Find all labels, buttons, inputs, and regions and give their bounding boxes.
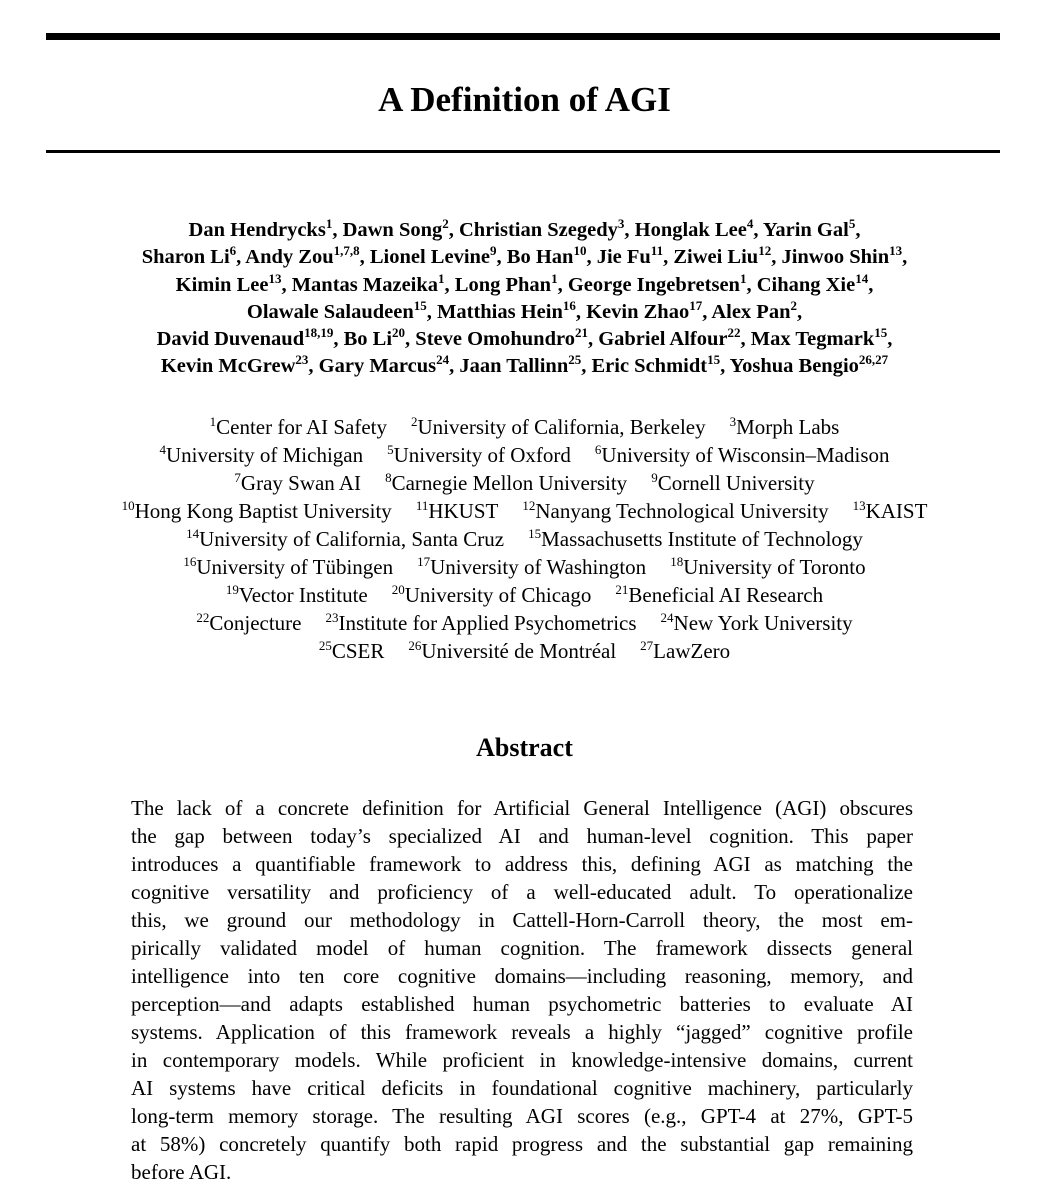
affiliation	[159, 443, 363, 467]
affiliation	[387, 443, 571, 467]
affiliation	[408, 639, 616, 663]
affiliation-list	[0, 413, 1049, 665]
author-list	[0, 217, 1049, 381]
affiliation-name: Gray Swan AI	[240, 471, 362, 495]
affiliation-name: Carnegie Mellon University	[391, 471, 628, 495]
affiliation	[186, 527, 504, 551]
author-affiliation-number: 1	[325, 216, 333, 231]
affiliation-line	[0, 441, 1049, 469]
affiliation	[640, 639, 730, 663]
author-name: Sharon Li	[141, 246, 230, 269]
affiliation-number: 13	[852, 498, 866, 513]
affiliation-line	[0, 581, 1049, 609]
affiliation	[528, 527, 863, 551]
author-affiliation-number: 15	[413, 297, 427, 313]
top-rule	[46, 33, 1000, 40]
affiliation	[595, 443, 890, 467]
author-affiliation-number: 17	[689, 297, 703, 313]
author-line: Kevin McGrew$^{23}$, Gary Marcus$^{24}$, Jaan Tallinn$^{25}$, Eric Schmidt$^{15}$, Yoshua Bengio$^{26,27}$	[160, 352, 889, 378]
affiliation	[196, 611, 301, 635]
affiliation-name: University of Washington	[430, 555, 647, 579]
affiliation-name: University of California, Santa Cruz	[199, 527, 505, 551]
affiliation-name: University of Wisconsin–Madison	[601, 443, 890, 467]
abstract-line: intelligence into ten core cognitive domains—including reasoning, memory, and	[131, 964, 913, 988]
author-name: Jinwoo Shin	[781, 246, 890, 269]
author-line: Sharon Li$^6$, Andy Zou$^{1,7,8}$, Lionel Levine$^9$, Bo Han$^{10}$, Jie Fu$^{11}$, Ziwei Liu$^{12}$, Jinwoo Shin$^{13}$,	[141, 243, 908, 269]
author-name: Kevin McGrew	[160, 355, 296, 378]
author-line: David Duvenaud$^{18,19}$, Bo Li$^{20}$, Steve Omohundro$^{21}$, Gabriel Alfour$^{22}$, Max Tegmark$^{15}$,	[156, 325, 893, 351]
affiliation-name: University of Tübingen	[196, 555, 394, 579]
affiliation	[326, 611, 637, 635]
author-name: Andy Zou	[245, 246, 334, 269]
abstract-line: perception—and adapts established human psychometric batteries to evaluate AI	[131, 992, 913, 1016]
author-affiliation-number: 21	[574, 325, 588, 341]
affiliation-name: CSER	[331, 639, 385, 663]
abstract-heading: Abstract	[476, 733, 573, 762]
affiliation-number: 27	[640, 638, 654, 653]
author-name: Bo Li	[343, 328, 393, 351]
affiliation-name: Nanyang Technological University	[535, 499, 829, 523]
affiliation-line	[0, 413, 1049, 441]
author-affiliation-number: 24	[436, 352, 450, 368]
author-affiliation-number: 13	[268, 270, 282, 286]
affiliation	[234, 471, 361, 495]
author-name: Steve Omohundro	[415, 328, 575, 351]
abstract-line: The lack of a concrete definition for Artificial General Intelligence (AGI) obscures	[131, 796, 913, 820]
author-affiliation-number: 11	[650, 243, 664, 259]
affiliation	[661, 611, 853, 635]
affiliation-name: University of California, Berkeley	[417, 415, 706, 439]
author-affiliation-number: 26,27	[858, 352, 889, 368]
affiliation-name: Morph Labs	[736, 415, 840, 439]
author-affiliation-number: 5	[848, 216, 856, 231]
abstract-body	[131, 794, 913, 1186]
abstract-line: in contemporary models. While proficient in knowledge-intensive domains, current	[131, 1048, 913, 1072]
affiliation-name: University of Chicago	[404, 583, 592, 607]
affiliation-number: 25	[318, 638, 332, 653]
author-affiliation-number: 1	[739, 270, 747, 286]
author-name: Dawn Song	[342, 219, 443, 241]
affiliation-number: 6	[594, 442, 602, 457]
affiliation	[651, 471, 814, 495]
author-name: Yarin Gal	[762, 219, 849, 241]
affiliation-name: KAIST	[865, 499, 928, 523]
author-affiliation-number: 2	[790, 297, 797, 313]
author-name: Gary Marcus	[318, 355, 437, 378]
affiliation	[210, 415, 387, 439]
affiliation-number: 15	[528, 526, 542, 541]
author-name: Matthias Hein	[437, 300, 563, 323]
affiliation	[417, 555, 646, 579]
abstract-line: introduces a quantifiable framework to address this, defining AGI as matching the	[131, 852, 913, 876]
author-name: Honglak Lee	[634, 219, 747, 241]
author-affiliation-number: 3	[617, 216, 625, 231]
affiliation-line	[0, 637, 1049, 665]
author-name: Ziwei Liu	[673, 246, 759, 269]
abstract-line: pirically validated model of human cognition. The framework dissects general	[131, 936, 913, 960]
title-rule	[46, 150, 1000, 153]
affiliation-number: 14	[186, 526, 200, 541]
affiliation-number: 1	[209, 414, 217, 429]
affiliation-line	[0, 609, 1049, 637]
affiliation	[853, 499, 928, 523]
affiliation-line	[0, 525, 1049, 553]
affiliation-name: Center for AI Safety	[216, 415, 388, 439]
affiliation-number: 3	[729, 414, 737, 429]
affiliation	[411, 415, 706, 439]
affiliation	[226, 583, 368, 607]
author-affiliation-number: 15	[707, 352, 721, 368]
affiliation-name: Hong Kong Baptist University	[134, 499, 392, 523]
affiliation	[416, 499, 499, 523]
paper-title: A Definition of AGI	[378, 80, 671, 119]
affiliation	[730, 415, 840, 439]
affiliation-number: 7	[234, 470, 241, 485]
affiliation-name: Conjecture	[209, 611, 302, 635]
abstract-line: at 58%) concretely quantify both rapid progress and the substantial gap remaining	[131, 1132, 913, 1156]
affiliation	[319, 639, 385, 663]
author-affiliation-number: 1	[438, 270, 445, 286]
affiliation-name: Massachusetts Institute of Technology	[541, 527, 863, 551]
affiliation-line	[0, 469, 1049, 497]
abstract-line: systems. Application of this framework reveals a highly “jagged” cognitive profile	[131, 1020, 913, 1044]
affiliation-number: 17	[417, 554, 431, 569]
author-name: Eric Schmidt	[591, 355, 708, 378]
author-affiliation-number: 9	[490, 243, 497, 259]
abstract-line: long-term memory storage. The resulting AGI scores (e.g., GPT-4 at 27%, GPT-5	[131, 1104, 913, 1128]
author-affiliation-number: 22	[727, 325, 741, 341]
author-affiliation-number: 15	[874, 325, 888, 341]
author-name: Yoshua Bengio	[729, 355, 859, 378]
author-name: Long Phan	[454, 273, 552, 296]
affiliation	[183, 555, 393, 579]
affiliation-name: New York University	[673, 611, 853, 635]
author-name: Dan Hendrycks	[188, 219, 326, 241]
author-affiliation-number: 4	[746, 216, 754, 231]
author-affiliation-number: 2	[442, 216, 449, 231]
affiliation-number: 8	[385, 470, 392, 485]
author-name: George Ingebretsen	[567, 273, 740, 296]
author-affiliation-number: 13	[889, 243, 903, 259]
affiliation-name: Institute for Applied Psychometrics	[338, 611, 637, 635]
affiliation-number: 2	[411, 414, 418, 429]
affiliation-number: 21	[615, 582, 629, 597]
author-affiliation-number: 10	[573, 243, 587, 259]
author-line: Dan Hendrycks$^1$, Dawn Song$^2$, Christian Szegedy$^3$, Honglak Lee$^4$, Yarin Gal$^5$,	[188, 216, 861, 241]
affiliation-line	[0, 553, 1049, 581]
affiliation-name: University of Michigan	[165, 443, 364, 467]
author-affiliation-number: 23	[295, 352, 309, 368]
affiliation	[670, 555, 865, 579]
author-name: Cihang Xie	[756, 273, 856, 296]
author-name: Mantas Mazeika	[291, 273, 439, 296]
affiliation-number: 19	[225, 582, 239, 597]
affiliation	[522, 499, 828, 523]
author-affiliation-number: 14	[855, 270, 869, 286]
author-line: Kimin Lee$^{13}$, Mantas Mazeika$^1$, Long Phan$^1$, George Ingebretsen$^1$, Cihang Xie$^{14}$,	[175, 270, 874, 296]
affiliation-number: 16	[183, 554, 197, 569]
author-name: Gabriel Alfour	[598, 328, 728, 351]
author-name: Kimin Lee	[175, 273, 269, 296]
affiliation-name: Vector Institute	[238, 583, 368, 607]
affiliation-number: 4	[159, 442, 166, 457]
author-name: David Duvenaud	[156, 328, 305, 351]
affiliation-number: 18	[670, 554, 684, 569]
author-affiliation-number: 1,7,8	[333, 243, 360, 259]
affiliation	[392, 583, 592, 607]
author-name: Kevin Zhao	[586, 300, 690, 323]
affiliation-number: 20	[391, 582, 405, 597]
author-name: Bo Han	[506, 246, 574, 269]
author-line: Olawale Salaudeen$^{15}$, Matthias Hein$^{16}$, Kevin Zhao$^{17}$, Alex Pan$^2$,	[246, 297, 803, 323]
abstract-line: this, we ground our methodology in Cattell-Horn-Carroll theory, the most em-	[131, 908, 913, 932]
affiliation	[122, 499, 392, 523]
affiliation-name: LawZero	[653, 639, 731, 663]
abstract-line: cognitive versatility and proficiency of a well-educated adult. To operationalize	[131, 880, 913, 904]
author-affiliation-number: 16	[562, 297, 576, 313]
author-name: Jie Fu	[596, 246, 651, 269]
author-name: Alex Pan	[711, 300, 791, 323]
affiliation-line	[0, 497, 1049, 525]
affiliation-number: 12	[522, 498, 536, 513]
author-name: Max Tegmark	[750, 328, 875, 351]
author-affiliation-number: 12	[758, 243, 772, 259]
affiliation-number: 9	[651, 470, 658, 485]
affiliation-number: 23	[325, 610, 339, 625]
affiliation-name: Université de Montréal	[421, 639, 617, 663]
affiliation-number: 5	[387, 442, 394, 457]
author-affiliation-number: 1	[551, 270, 558, 286]
author-affiliation-number: 18,19	[304, 325, 334, 341]
affiliation-number: 11	[415, 498, 429, 513]
affiliation-name: University of Toronto	[683, 555, 866, 579]
author-affiliation-number: 25	[568, 352, 582, 368]
affiliation-name: University of Oxford	[393, 443, 571, 467]
affiliation	[385, 471, 627, 495]
affiliation-number: 22	[196, 610, 210, 625]
affiliation-name: Beneficial AI Research	[628, 583, 824, 607]
affiliation-number: 10	[121, 498, 135, 513]
author-affiliation-number: 6	[229, 243, 237, 259]
abstract-line: the gap between today’s specialized AI and human-level cognition. This paper	[131, 824, 913, 848]
affiliation-name: Cornell University	[657, 471, 815, 495]
affiliation-number: 24	[660, 610, 674, 625]
affiliation-name: HKUST	[428, 499, 499, 523]
author-affiliation-number: 20	[392, 325, 406, 341]
abstract-line: AI systems have critical deficits in foundational cognitive machinery, particularly	[131, 1076, 913, 1100]
author-name: Jaan Tallinn	[459, 355, 569, 378]
affiliation	[615, 583, 823, 607]
author-name: Lionel Levine	[369, 246, 491, 269]
affiliation-number: 26	[408, 638, 422, 653]
author-name: Christian Szegedy	[459, 219, 618, 241]
abstract-line: before AGI.	[131, 1160, 232, 1184]
author-name: Olawale Salaudeen	[246, 300, 414, 323]
